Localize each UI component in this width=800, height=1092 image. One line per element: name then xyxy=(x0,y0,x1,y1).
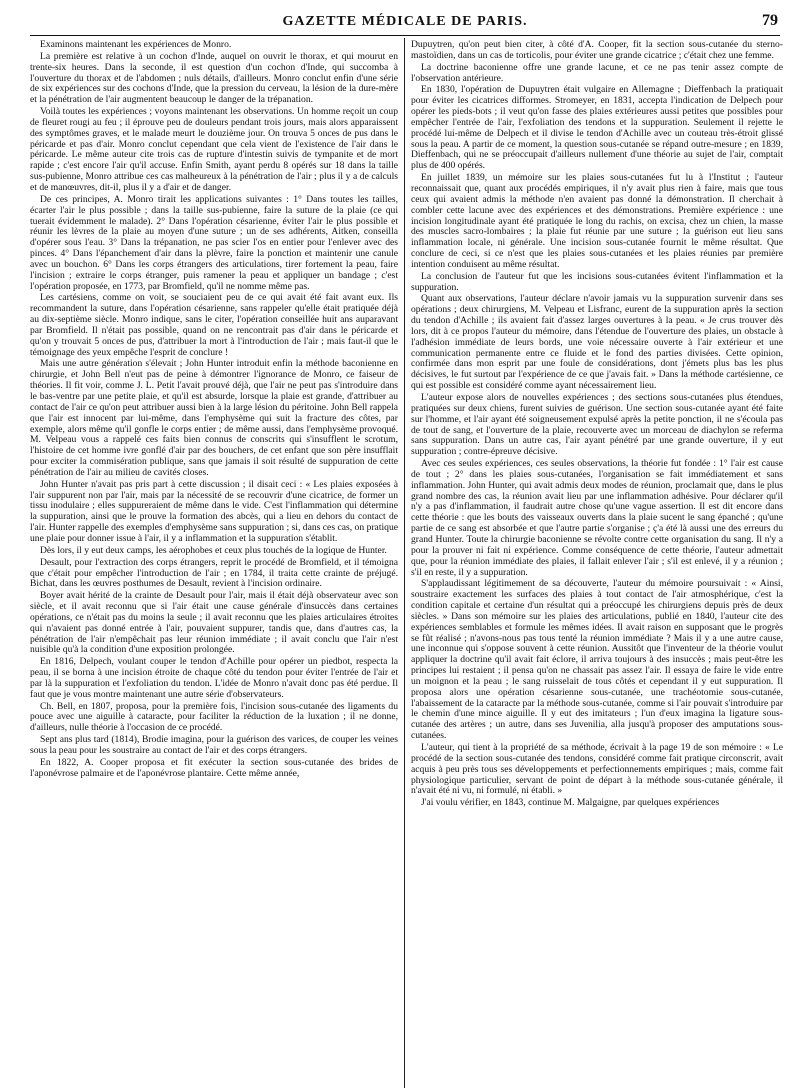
paragraph: Ch. Bell, en 1807, proposa, pour la première fois, l'incision sous-cutanée des ligaments du pouce avec une aiguille à cataracte, pour faciliter la réduction de la luxation ; il ne donne, d'ailleurs, nulle théorie à l'occasion de ce procédé. xyxy=(30,700,398,734)
paragraph: Dupuytren, qu'on peut bien citer, à côté d'A. Cooper, fit la section sous-cutanée du sterno-mastoïdien, dans un cas de torticolis, pour éviter une grande cicatrice ; c'était chez une femme. xyxy=(411,40,783,61)
paragraph: En 1830, l'opération de Dupuytren était vulgaire en Allemagne ; Dieffenbach la pratiquait pour éviter les cicatrices difformes. Stromeyer, en 1831, accepta l'indication de Delpech pour opérer les pieds-bots ; il veut qu'on fasse des plaies extérieures aussi petites que possibles pour empêcher l'entrée de l'air, l'exfoliation des tendons et la suppuration. Seulement il rejette le procédé lui-même de Delpech et il divise le tendon d'Achille avec un couteau très-étroit glissé sous la peau. A partir de ce moment, la question sous-cutanée se répand outre-mesure ; en 1839, Dieffenbach, qui ne se préoccupait d'ailleurs nullement d'une théorie au sujet de l'air, comptait plus de 400 opérés. xyxy=(411,84,783,172)
paragraph: Quant aux observations, l'auteur déclare n'avoir jamais vu la suppuration survenir dans ses opérations ; deux chirurgiens, M. Velpeau et Lisfranc, eurent de la suppuration après la section du tendon d'Achille ; ils avaient fait d'assez larges ouvertures à la peau. « Je crus trouver dès lors, dit à ce propos l'auteur du mémoire, dans l'étendue de l'ouverture des plaies, un obstacle à l'adhésion immédiate de leurs bords, une voie nécessaire ouverte à l'air extérieur et une communication permanente entre ce fluide et le fond des parties divisées. Cette opinion, confirmée dans mon esprit par une foule de considérations, dont j'émets plus bas les plus décisives, le fut surtout par l'expérience de ce que j'avais fait. » Dans la méthode cartésienne, ce qui est possible est considéré comme ayant nécessairement lieu. xyxy=(411,293,783,392)
paragraph: En 1822, A. Cooper proposa et fit exécuter la section sous-cutanée des brides de l'aponévrose palmaire et de l'aponévrose plantaire. Cette même année, xyxy=(30,756,398,779)
paragraph: Mais une autre génération s'élevait ; John Hunter introduit enfin la méthode baconienne en chirurgie, et John Bell n'eut pas de peine à démontrer l'ignorance de Monro, ce faiseur de théories. Il fit voir, comme J. L. Petit l'avait prouvé déjà, que l'air ne peut pas s'introduire dans le bas-ventre par une petite plaie, et qu'il est absurde, lorsque la plaie est grande, d'attribuer au contact de l'air ce qu'on peut attribuer aussi bien à la large lésion du péritoine. John Bell rappela que l'air est innocent par lui-même, dans l'emphysème qui suit la fracture des côtes, par exemple, alors même qu'il gonfle le corps entier ; de même aussi, dans l'emphysème provoqué. M. Velpeau vous a rappelé ces faits bien connus de conscrits qui s'insufflent le scrotum, l'histoire de cet homme ivre gonflé d'air par des bouchers, de cet enfant que son père insufflait pour exciter la commisération publique, sans que jamais il soit résulté de suppuration de cette pénétration de l'air au milieu de cavités closes. xyxy=(30,358,398,478)
paragraph: Avec ces seules expériences, ces seules observations, la théorie fut fondée : 1° l'air est cause de tout ; 2° dans les plaies sous-cutanées, l'organisation se fait immédiatement et sans inflammation. John Hunter, qui avait admis deux modes de réunion, proclamait que, dans le plus grand nombre des cas, la réunion avait lieu par une inflammation adhésive. Pour déclarer qu'il n'y a pas d'inflammation, il faudrait autre chose qu'une vague assertion. Il est dit encore dans cette théorie : que les bouts des vaisseaux ouverts dans la plaie sucent le sang épanché ; qu'une partie de ce sang est absorbée et que l'autre partie s'organise ; ç'a été là aussi une des erreurs du grand Hunter. Toute la chirurgie baconienne se révolte contre cette organisation du sang. Il n'y a pour la prouver ni fait ni expérience. Comme conséquence de cette théorie, l'auteur admettait que, pour la réunion immédiate des plaies, il fallait enlever l'air ; s'il est enlevé, il y a réunion ; s'il en reste, il y a suppuration. xyxy=(411,458,783,578)
paragraph: L'auteur expose alors de nouvelles expériences ; des sections sous-cutanées plus étendues, pratiquées sur deux chiens, furent suivies de guérison. Une section sous-cutanée ayant été faite sur l'homme, et l'air ayant été soigneusement expulsé après la petite ponction, il ne s'écoula pas de tout de sang, et l'ouverture de la plaie, recouverte avec un morceau de diachylon se referma sans suppuration. Dans un autre cas, l'air ayant pénétré par une grande ouverture, il y eut suppuration ; contre-épreuve décisive. xyxy=(411,392,783,458)
paragraph: Les cartésiens, comme on voit, se souciaient peu de ce qui avait été fait avant eux. Ils recommandent la suture, dans l'opération césarienne, sans rappeler qu'elle était pratiquée déjà au dix-septième siècle. Monro indique, sans le citer, l'opération conseillée huit ans auparavant par Bromfield. Il n'était pas possible, quand on ne rencontrait pas d'air dans le péricarde et qu'on y trouvait 5 onces de pus, d'attribuer la mort à l'introduction de l'air ; mais faut-il que le témoignage des yeux empêche l'esprit de conclure ! xyxy=(30,292,398,358)
header-rule xyxy=(30,35,780,36)
paragraph: La première est relative à un cochon d'Inde, auquel on ouvrit le thorax, et qui mourut en trente-six heures. Dans la seconde, il est question d'un cochon d'Inde, qui succomba à l'ouverture du thorax et de l'abdomen ; nuls détails, d'ailleurs. Monro conclut enfin d'une série de six expériences sur des cochons d'Inde, que la pression du cerveau, la lésion de la dure-mère et la pénétration de l'air augmentent beaucoup le danger de la trépanation. xyxy=(30,50,398,106)
paragraph: John Hunter n'avait pas pris part à cette discussion ; il disait ceci : « Les plaies exposées à l'air suppurent non par l'air, mais par la nécessité de se recouvrir d'une cicatrice, de former un tissu inodulaire ; elles suppureraient de même dans le vide. C'est l'inflammation qui détermine la suppuration, ainsi que le prouve la formation des abcès, qui a lieu en dehors du contact de l'air. Hunter rappelle des exemples d'emphysème sans suppuration ; si, dans ces cas, on pratique une plaie pour donner issue à l'air, il y a inflammation et la suppuration s'établit. xyxy=(30,478,398,544)
paragraph: La doctrine baconienne offre une grande lacune, et ce ne pas tenir assez compte de l'observation antérieure. xyxy=(411,61,783,84)
column-divider xyxy=(404,38,405,1088)
journal-title: GAZETTE MÉDICALE DE PARIS. xyxy=(282,14,528,29)
page-header xyxy=(30,12,780,36)
paragraph: Dès lors, il y eut deux camps, les aérophobes et ceux plus touchés de la logique de Hunter. xyxy=(40,544,387,556)
paragraph: Desault, pour l'extraction des corps étrangers, reprit le procédé de Bromfield, et il témoigna que c'était pour empêcher l'introduction de l'air ; en 1784, il traita cette crainte de préjugé. Bichat, dans les œuvres posthumes de Desault, revient à l'incision ordinaire. xyxy=(30,556,398,590)
paragraph: Examinons maintenant les expériences de Monro. xyxy=(40,40,232,50)
left-column xyxy=(30,40,398,1085)
paragraph: Voilà toutes les expériences ; voyons maintenant les observations. Un homme reçoit un coup de fleuret rougi au feu ; il éprouve peu de douleurs pendant trois jours, mais alors apparaissent des symptômes graves, et le malade meurt le douzième jour. On trouva 5 onces de pus dans le péricarde et pas d'air. Monro conclut cependant que cela vient de l'existence de l'air dans le péricarde. Le même auteur cite trois cas de rupture d'intestin suivis de tympanite et de mort rapide ; c'est encore l'air qu'il accuse. Enfin Smith, ayant perdu 8 opérés sur 18 dans la taille sus-pubienne, Monro attribue ces cas malheureux à la pénétration de l'air ; plus il y a de calculs et de manœuvres, dit-il, plus il y a d'air et de danger. xyxy=(30,106,398,193)
paragraph: J'ai voulu vérifier, en 1843, continue M. Malgaigne, par quelques expériences xyxy=(421,797,720,809)
page-number: 79 xyxy=(762,12,778,29)
paragraph: La conclusion de l'auteur fut que les incisions sous-cutanées évitent l'inflammation et la suppuration. xyxy=(411,270,783,293)
paragraph: L'auteur, qui tient à la propriété de sa méthode, écrivait à la page 19 de son mémoire : « Le procédé de la section sous-cutanée des tendons, considéré comme fait pratique circonscrit, avait acquis à peu près tous ses développements et perfectionnements empiriques ; mais, comme fait physiologique particulier, servant de point de départ à la méthode sous-cutanée générale, il n'avait été ni vu, ni formulé, ni établi. » xyxy=(411,742,783,797)
paragraph: En 1816, Delpech, voulant couper le tendon d'Achille pour opérer un piedbot, respecta la peau, il se borna à une incision étroite de chaque côté du tendon pour éviter l'entrée de l'air et par là la suppuration et l'exfoliation du tendon. L'idée de Monro n'avait donc pas été perdue. Il faut que je vous montre maintenant une autre série d'observateurs. xyxy=(30,656,398,700)
paragraph: En juillet 1839, un mémoire sur les plaies sous-cutanées fut lu à l'Institut ; l'auteur reconnaissait que, quant aux procédés empiriques, il n'y avait plus rien à faire, mais que tous ceux qui avaient admis la méthode n'en avaient pas donné la démonstration. Il cherchait à combler cette lacune avec des expériences et des démonstrations. Première expérience : une incision longitudinale ayant été pratiquée le long du rachis, on excisa, chez un chien, la masse des muscles sacro-lombaires ; la plaie fut réunie par une suture ; la guérison eut lieu sans inflammation locale, ni générale. Une incision sous-cutanée fournit le même résultat. Que conclure de ceci, si ce n'est que les plaies sous-cutanées et les plaies réunies par première intention conduisent au même résultat. xyxy=(411,172,783,270)
paragraph: S'applaudissant légitimement de sa découverte, l'auteur du mémoire poursuivait : « Ainsi, soustraire exactement les surfaces des plaies à tout contact de l'air atmosphérique, c'est la condition capitale et certaine d'un résultat qui a préoccupé les chirurgiens depuis près de deux siècles. » Dans son mémoire sur les plaies des articulations, publié en 1840, l'auteur cite des expériences semblables et formule les mêmes idées. Il avait raison en supposant que le progrès se fût réalisé ; n'avons-nous pas tous tenté la réunion immédiate ? Mais il y a une autre cause, une inconnue qui s'oppose souvent à cette réunion. Aussitôt que l'inventeur de la théorie voulut appliquer la doctrine qu'il avait fait éclore, il arriva toujours à des insuccès ; mais peut-être les principes lui restaient ; il pensa qu'on ne chassait pas assez l'air. Il essaya de faire le vide entre un moignon et la peau ; le sang ruisselait de tous côtés et cependant il y eut suppuration. Il proposa alors une opération césarienne sous-cutanée, une trachéotomie sous-cutanée, l'abaissement de la cataracte par la méthode sous-cutanée, comme si l'air pouvait s'introduire par le chemin d'une mince aiguille. Il y eut des imitateurs ; l'un d'eux imagina la ligature sous-cutanée des artères ; un autre, dans ses Juvenilia, alla jusqu'à proposer des amputations sous-cutanées. xyxy=(411,578,783,742)
paragraph: Boyer avait hérité de la crainte de Desault pour l'air, mais il était déjà observateur avec son siècle, et il avait reconnu que si l'air était une cause générale d'insuccès dans certaines opérations, ce n'était pas du moins la seule ; il avait reconnu que les plaies articulaires étroites qui n'avaient pas donné entrée à l'air, pouvaient suppurer, tandis que, dans d'autres cas, la pénétration de l'air n'empêchait pas leur réunion immédiate ; il avait conclu que l'air n'est nuisible qu'à la condition d'une exposition prolongée. xyxy=(30,590,398,656)
right-column xyxy=(411,40,783,1085)
paragraph: Sept ans plus tard (1814), Brodie imagina, pour la guérison des varices, de couper les veines sous la peau pour les soustraire au contact de l'air et des corps étrangers. xyxy=(30,734,398,756)
paragraph: De ces principes, A. Monro tirait les applications suivantes : 1° Dans toutes les tailles, écarter l'air le plus possible ; dans la taille sus-pubienne, faire la suture de la plaie (ce qui tuerait évidemment le malade). 2° Dans l'opération césarienne, éviter l'air le plus possible et réunir les lèvres de la plaie au moyen d'une suture ; un de ses adhérents, Aitken, conseilla d'opérer sous l'eau. 3° Dans la trépanation, ne pas scier l'os en entier pour l'enlever avec des pinces. 4° Dans l'épanchement d'air dans la plèvre, faire la ponction et maintenir une canule avec un bouchon. 6° Dans les corps étrangers des articulations, tirer fortement la peau, faire l'incision ; extraire le corps étranger, puis ramener la peau et appliquer un bandage ; c'est l'opération proposée, en 1773, par Bromfield, qu'il ne nomme même pas. xyxy=(30,193,398,292)
